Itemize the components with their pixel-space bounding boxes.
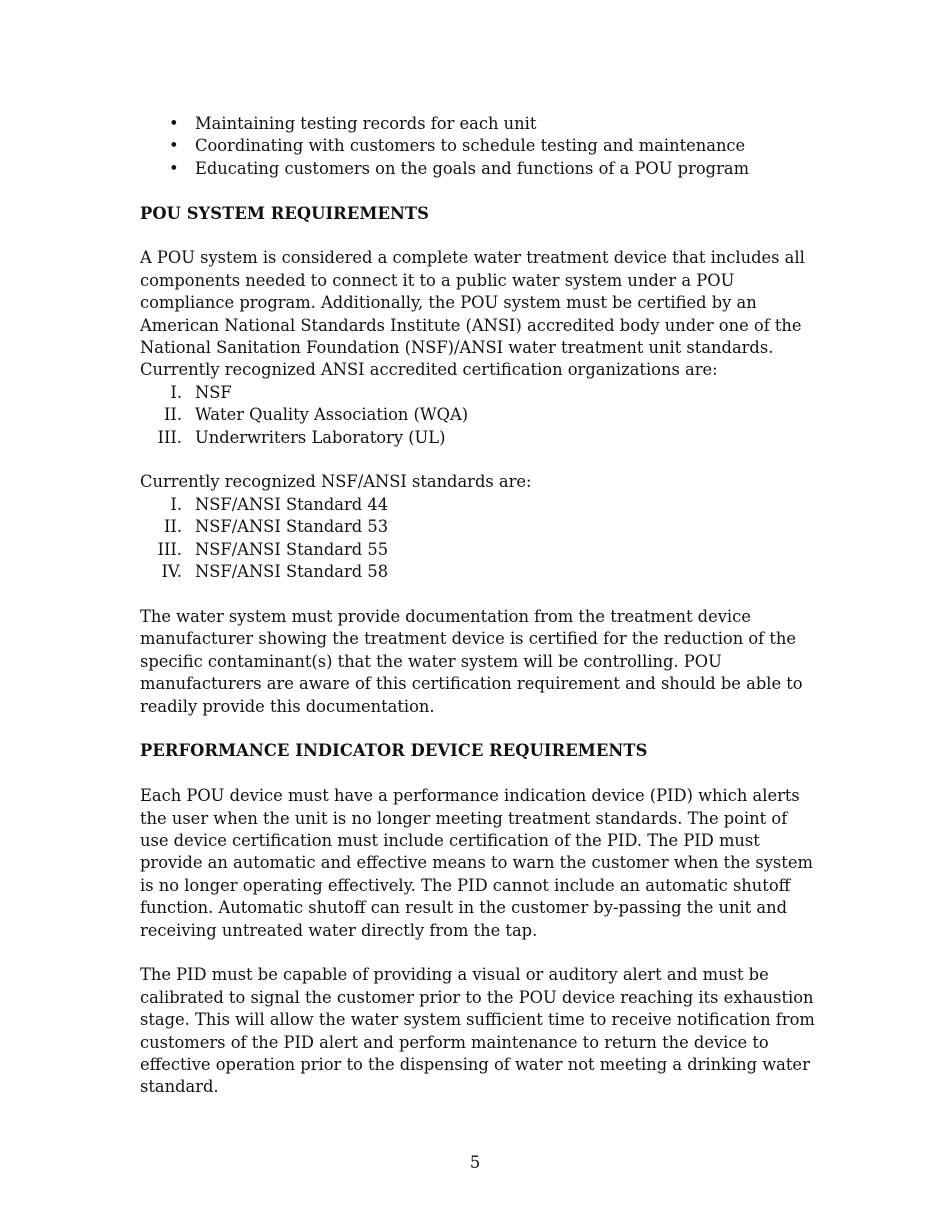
pid-paragraph-1: Each POU device must have a performance indication device (PID) which alerts the user when the unit is no longer meeting treatment standards. The point of use device certification must include certification of the PID. The PID must provide an automatic and effective means to warn the customer when the system is no longer operating effectively. The PID cannot include an automatic shutoff function. Automatic shutoff can result in the customer by-passing the unit and receiving untreated water directly from the tap.: [140, 786, 813, 940]
list-item: • Educating customers on the goals and functions of a POU program: [140, 158, 820, 180]
bullet-icon: •: [169, 136, 179, 156]
standards-intro: Currently recognized NSF/ANSI standards are:: [140, 472, 532, 492]
list-item: III. Underwriters Laboratory (UL): [157, 427, 446, 447]
list-item: IV. NSF/ANSI Standard 58: [161, 562, 389, 582]
page-content: [140, 113, 820, 1099]
bullet-icon: •: [169, 158, 179, 178]
documentation-paragraph: The water system must provide documentation from the treatment device manufacturer showing the treatment device is certified for the reduction of the specific contaminant(s) that the water system will be controlling. POU manufacturers are aware of this certification requirement and should be able to readily provide this documentation.: [140, 606, 803, 716]
list-item: II. NSF/ANSI Standard 53: [163, 517, 389, 537]
pid-paragraph-2: The PID must be capable of providing a visual or auditory alert and must be calibrated to signal the customer prior to the POU device reaching its exhaustion stage. This will allow the water system sufficient time to receive notification from customers of the PID alert and perform maintenance to return the device to effective operation prior to the dispensing of water not meeting a drinking water standard.: [140, 965, 815, 1097]
list-item: • Coordinating with customers to schedule testing and maintenance: [140, 135, 820, 157]
responsibility-list: [140, 113, 820, 180]
certification-organizations-list: [140, 382, 820, 449]
section-heading-pou-system: POU SYSTEM REQUIREMENTS: [140, 203, 430, 223]
list-item: • Maintaining testing records for each unit: [140, 113, 820, 135]
list-item: III. NSF/ANSI Standard 55: [157, 539, 389, 559]
list-item: I. NSF: [170, 382, 232, 402]
page-number: 5: [469, 1153, 481, 1172]
pou-system-paragraph: A POU system is considered a complete water treatment device that includes all components needed to connect it to a public water system under a POU compliance program. Additionally, the POU system must be certified by an American National Standards Institute (ANSI) accredited body under one of the National Sanitation Foundation (NSF)/ANSI water treatment unit standards. Currently recognized ANSI accredited certification organizations are:: [140, 248, 805, 380]
list-item: I. NSF/ANSI Standard 44: [170, 494, 389, 514]
section-heading-pid: PERFORMANCE INDICATOR DEVICE REQUIREMENTS: [140, 741, 648, 761]
list-item: II. Water Quality Association (WQA): [163, 405, 469, 425]
standards-list: [140, 494, 820, 584]
bullet-icon: •: [169, 114, 179, 133]
